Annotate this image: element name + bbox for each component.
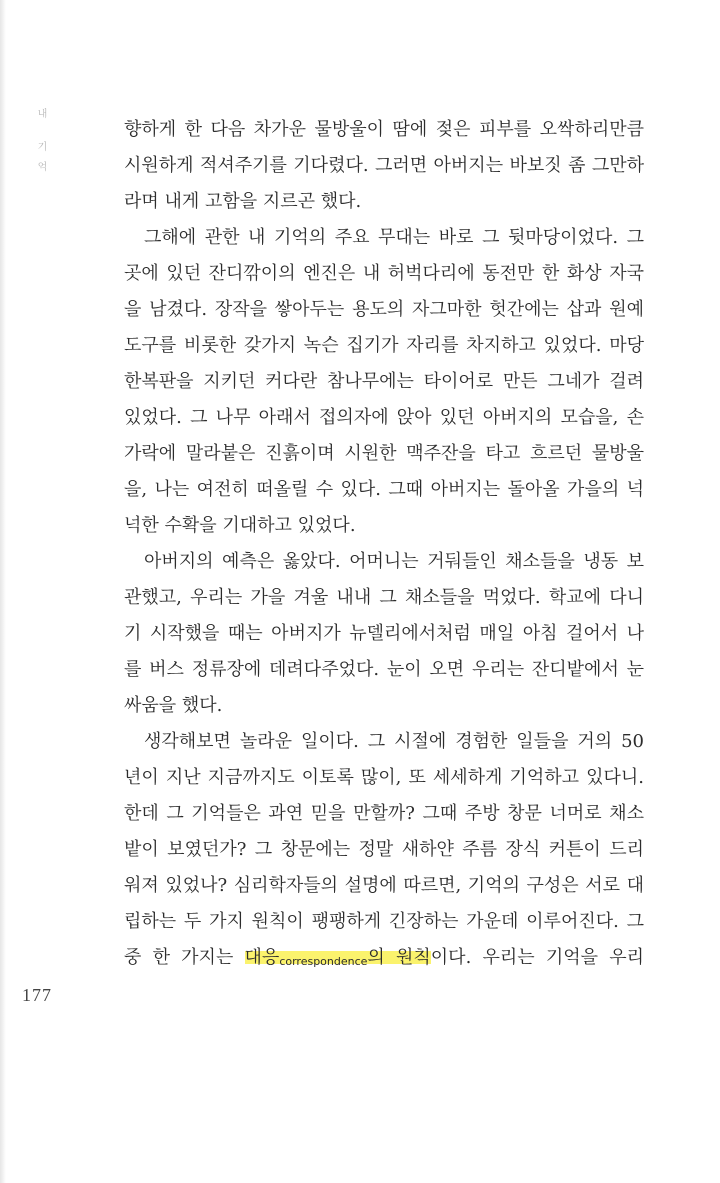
text-line: 도구를 비롯한 갖가지 녹슨 집기가 자리를 차지하고 있었다. 마당 <box>124 335 644 356</box>
text-line: 라며 내게 고함을 지르곤 했다. <box>124 191 362 212</box>
text-line: 가락에 말라붙은 진흙이며 시원한 맥주잔을 타고 흐르던 물방울 <box>124 443 644 464</box>
highlight-after: 의 원칙 <box>367 947 431 968</box>
text-line: 싸움을 했다. <box>124 695 223 716</box>
text-line: 그해에 관한 내 기억의 주요 무대는 바로 그 뒷마당이었다. 그 <box>144 227 644 248</box>
highlight-word: 대응 <box>244 947 280 968</box>
text-line: 한데 그 기억들은 과연 믿을 만할까? 그때 주방 창문 너머로 채소 <box>124 803 644 824</box>
text-line: 을, 나는 여전히 떠올릴 수 있다. 그때 아버지는 돌아올 가을의 넉 <box>124 479 644 500</box>
final-line-after: 이다. 우리는 기억을 우리 <box>430 947 644 968</box>
text-line: 생각해보면 놀라운 일이다. 그 시절에 경험한 일들을 거의 50 <box>144 731 644 752</box>
text-line: 향하게 한 다음 차가운 물방울이 땀에 젖은 피부를 오싹하리만큼 <box>124 119 644 140</box>
body-text <box>124 112 644 976</box>
text-line: 곳에 있던 잔디깎이의 엔진은 내 허벅다리에 동전만 한 화상 자국 <box>124 263 644 284</box>
page-edge <box>0 0 6 1183</box>
highlighted-term <box>245 947 431 968</box>
text-line: 있었다. 그 나무 아래서 접의자에 앉아 있던 아버지의 모습을, 손 <box>124 407 644 428</box>
text-line: 년이 지난 지금까지도 이토록 많이, 또 세세하게 기억하고 있다니. <box>124 767 644 788</box>
text-line: 아버지의 예측은 옳았다. 어머니는 거둬들인 채소들을 냉동 보 <box>144 551 644 572</box>
running-header: 내 기억 <box>35 108 46 182</box>
final-line-before: 중 한 가지는 <box>124 947 245 968</box>
text-line: 워져 있었나? 심리학자들의 설명에 따르면, 기억의 구성은 서로 대 <box>124 875 644 896</box>
page-number: 177 <box>22 985 52 1005</box>
text-line: 를 버스 정류장에 데려다주었다. 눈이 오면 우리는 잔디밭에서 눈 <box>124 659 644 680</box>
text-line-final <box>124 940 644 976</box>
text-line: 한복판을 지키던 커다란 참나무에는 타이어로 만든 그네가 걸려 <box>124 371 644 392</box>
text-line: 시원하게 적셔주기를 기다렸다. 그러면 아버지는 바보짓 좀 그만하 <box>124 155 644 176</box>
text-line: 을 남겼다. 장작을 쌓아두는 용도의 자그마한 헛간에는 삽과 원예 <box>124 299 644 320</box>
text-line: 밭이 보였던가? 그 창문에는 정말 새하얀 주름 장식 커튼이 드리 <box>124 839 644 860</box>
text-line: 관했고, 우리는 가을 겨울 내내 그 채소들을 먹었다. 학교에 다니 <box>124 587 644 608</box>
highlight-english: correspondence <box>279 955 368 968</box>
text-line: 기 시작했을 때는 아버지가 뉴델리에서처럼 매일 아침 걸어서 나 <box>124 623 644 644</box>
text-line: 넉한 수확을 기대하고 있었다. <box>124 515 356 536</box>
text-line: 립하는 두 가지 원칙이 팽팽하게 긴장하는 가운데 이루어진다. 그 <box>124 911 644 932</box>
